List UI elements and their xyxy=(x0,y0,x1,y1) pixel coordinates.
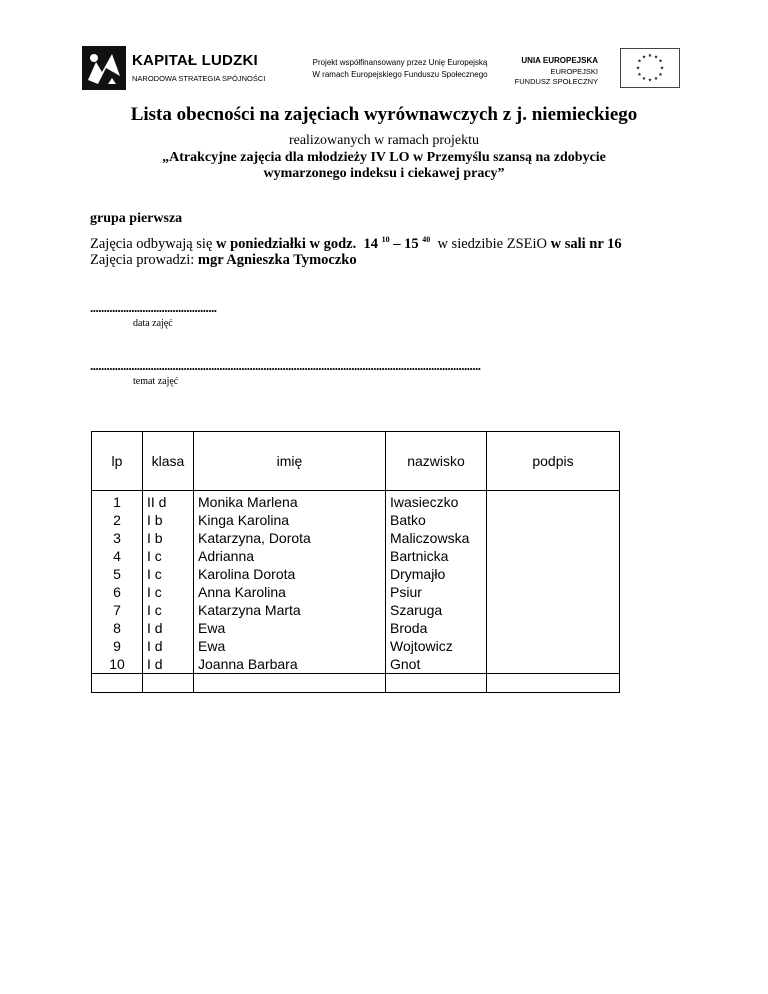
svg-text:★: ★ xyxy=(635,65,641,72)
cell-imie: Adrianna xyxy=(194,547,386,565)
project-name-line1: „Atrakcyjne zajęcia dla młodzieży IV LO w Przemyślu szansą na zdobycie xyxy=(162,150,606,165)
svg-text:★: ★ xyxy=(653,54,659,61)
svg-text:★: ★ xyxy=(659,65,665,72)
cell-empty[interactable] xyxy=(194,674,386,693)
logo-title: KAPITAŁ LUDZKI xyxy=(132,52,258,69)
cell-lp: 8 xyxy=(92,619,143,637)
cell-podpis[interactable] xyxy=(487,491,620,512)
teacher-line xyxy=(90,252,357,269)
cell-podpis[interactable] xyxy=(487,565,620,583)
eu-flag-icon xyxy=(620,48,680,88)
schedule-place: w siedzibie ZSEiO xyxy=(437,236,551,252)
cell-klasa: I d xyxy=(143,637,194,655)
teacher-name: mgr Agnieszka Tymoczko xyxy=(197,252,357,268)
cell-klasa: I c xyxy=(143,547,194,565)
cell-podpis[interactable] xyxy=(487,511,620,529)
cell-nazwisko: Psiur xyxy=(386,583,487,601)
cell-lp: 10 xyxy=(92,655,143,674)
topic-fill-line[interactable]: .............................................................................................................................................. xyxy=(90,358,481,373)
table-row xyxy=(92,547,620,565)
schedule-end-min: 40 xyxy=(422,235,431,244)
table-row xyxy=(92,637,620,655)
schedule-prefix: Zajęcia odbywają się xyxy=(90,236,217,252)
cell-podpis[interactable] xyxy=(487,637,620,655)
svg-text:★: ★ xyxy=(653,76,659,82)
cell-empty[interactable] xyxy=(92,674,143,693)
attendance-table xyxy=(91,431,620,693)
table-row-empty xyxy=(92,674,620,693)
cell-klasa: I d xyxy=(143,655,194,674)
schedule-line xyxy=(90,235,622,253)
cell-nazwisko: Wojtowicz xyxy=(386,637,487,655)
cell-imie: Ewa xyxy=(194,637,386,655)
cell-podpis[interactable] xyxy=(487,583,620,601)
svg-text:★: ★ xyxy=(658,58,663,65)
cell-klasa: I d xyxy=(143,619,194,637)
schedule-day: w poniedziałki w godz. xyxy=(216,236,357,252)
cell-nazwisko: Broda xyxy=(386,619,487,637)
schedule-start-min: 10 xyxy=(381,235,390,244)
cell-nazwisko: Drymajło xyxy=(386,565,487,583)
page-title: Lista obecności na zajęciach wyrównawczych z j. niemieckiego xyxy=(130,104,638,125)
cell-podpis[interactable] xyxy=(487,529,620,547)
cell-imie: Joanna Barbara xyxy=(194,655,386,674)
schedule-end-hour: – 15 xyxy=(393,236,419,252)
topic-label: temat zajęć xyxy=(133,376,179,387)
cell-lp: 3 xyxy=(92,529,143,547)
cell-lp: 4 xyxy=(92,547,143,565)
subtitle-intro: realizowanych w ramach projektu xyxy=(288,133,480,148)
cell-nazwisko: Szaruga xyxy=(386,601,487,619)
cell-imie: Kinga Karolina xyxy=(194,511,386,529)
svg-text:★: ★ xyxy=(637,72,642,78)
cell-podpis[interactable] xyxy=(487,601,620,619)
table-row xyxy=(92,619,620,637)
svg-text:★: ★ xyxy=(637,58,642,65)
cell-empty[interactable] xyxy=(143,674,194,693)
cell-podpis[interactable] xyxy=(487,619,620,637)
cell-klasa: I c xyxy=(143,583,194,601)
table-row xyxy=(92,565,620,583)
cell-imie: Katarzyna, Dorota xyxy=(194,529,386,547)
logo-subtitle: NARODOWA STRATEGIA SPÓJNOŚCI xyxy=(132,74,266,83)
cell-empty[interactable] xyxy=(487,674,620,693)
cell-klasa: I b xyxy=(143,511,194,529)
teacher-prefix: Zajęcia prowadzi: xyxy=(90,252,198,268)
cell-lp: 7 xyxy=(92,601,143,619)
group-label: grupa pierwsza xyxy=(90,211,183,226)
cell-lp: 2 xyxy=(92,511,143,529)
table-row xyxy=(92,491,620,512)
header-lp: lp xyxy=(92,432,143,491)
table-row xyxy=(92,583,620,601)
cell-imie: Anna Karolina xyxy=(194,583,386,601)
cell-nazwisko: Bartnicka xyxy=(386,547,487,565)
cell-lp: 9 xyxy=(92,637,143,655)
table-row xyxy=(92,655,620,674)
table-row xyxy=(92,511,620,529)
cell-imie: Ewa xyxy=(194,619,386,637)
cell-imie: Karolina Dorota xyxy=(194,565,386,583)
cell-klasa: II d xyxy=(143,491,194,512)
cell-klasa: I c xyxy=(143,565,194,583)
table-header-row xyxy=(92,432,620,491)
cell-nazwisko: Iwasieczko xyxy=(386,491,487,512)
schedule-start-hour: 14 xyxy=(363,236,378,252)
cell-lp: 6 xyxy=(92,583,143,601)
project-cofinance-line1: Projekt współfinansowany przez Unię Europejską xyxy=(312,58,488,67)
svg-text:★: ★ xyxy=(647,77,653,84)
date-label: data zajęć xyxy=(133,318,173,329)
svg-text:★: ★ xyxy=(658,72,663,78)
kapital-ludzki-logo-icon xyxy=(82,46,126,90)
header-podpis: podpis xyxy=(487,432,620,491)
eu-fund-line1: EUROPEJSKI xyxy=(550,67,598,76)
cell-podpis[interactable] xyxy=(487,547,620,565)
svg-text:★: ★ xyxy=(641,54,647,61)
cell-nazwisko: Gnot xyxy=(386,655,487,674)
cell-imie: Katarzyna Marta xyxy=(194,601,386,619)
eu-fund-line2: FUNDUSZ SPOŁECZNY xyxy=(514,77,598,86)
svg-text:★: ★ xyxy=(641,76,647,82)
eu-label: UNIA EUROPEJSKA xyxy=(521,56,598,65)
table-row xyxy=(92,529,620,547)
project-cofinance-line2: W ramach Europejskiego Funduszu Społecznego xyxy=(312,70,488,79)
header-nazwisko: nazwisko xyxy=(386,432,487,491)
cell-klasa: I b xyxy=(143,529,194,547)
cell-empty[interactable] xyxy=(386,674,487,693)
header-imie: imię xyxy=(194,432,386,491)
cell-nazwisko: Maliczowska xyxy=(386,529,487,547)
cell-nazwisko: Batko xyxy=(386,511,487,529)
header-klasa: klasa xyxy=(143,432,194,491)
schedule-room: w sali nr 16 xyxy=(550,236,622,252)
cell-lp: 5 xyxy=(92,565,143,583)
date-fill-line[interactable]: .............................................. xyxy=(90,300,217,315)
cell-imie: Monika Marlena xyxy=(194,491,386,512)
cell-klasa: I c xyxy=(143,601,194,619)
project-name-line2: wymarzonego indeksu i ciekawej pracy” xyxy=(263,166,505,181)
cell-podpis[interactable] xyxy=(487,655,620,674)
table-row xyxy=(92,601,620,619)
cell-lp: 1 xyxy=(92,491,143,512)
svg-text:★: ★ xyxy=(647,53,653,59)
